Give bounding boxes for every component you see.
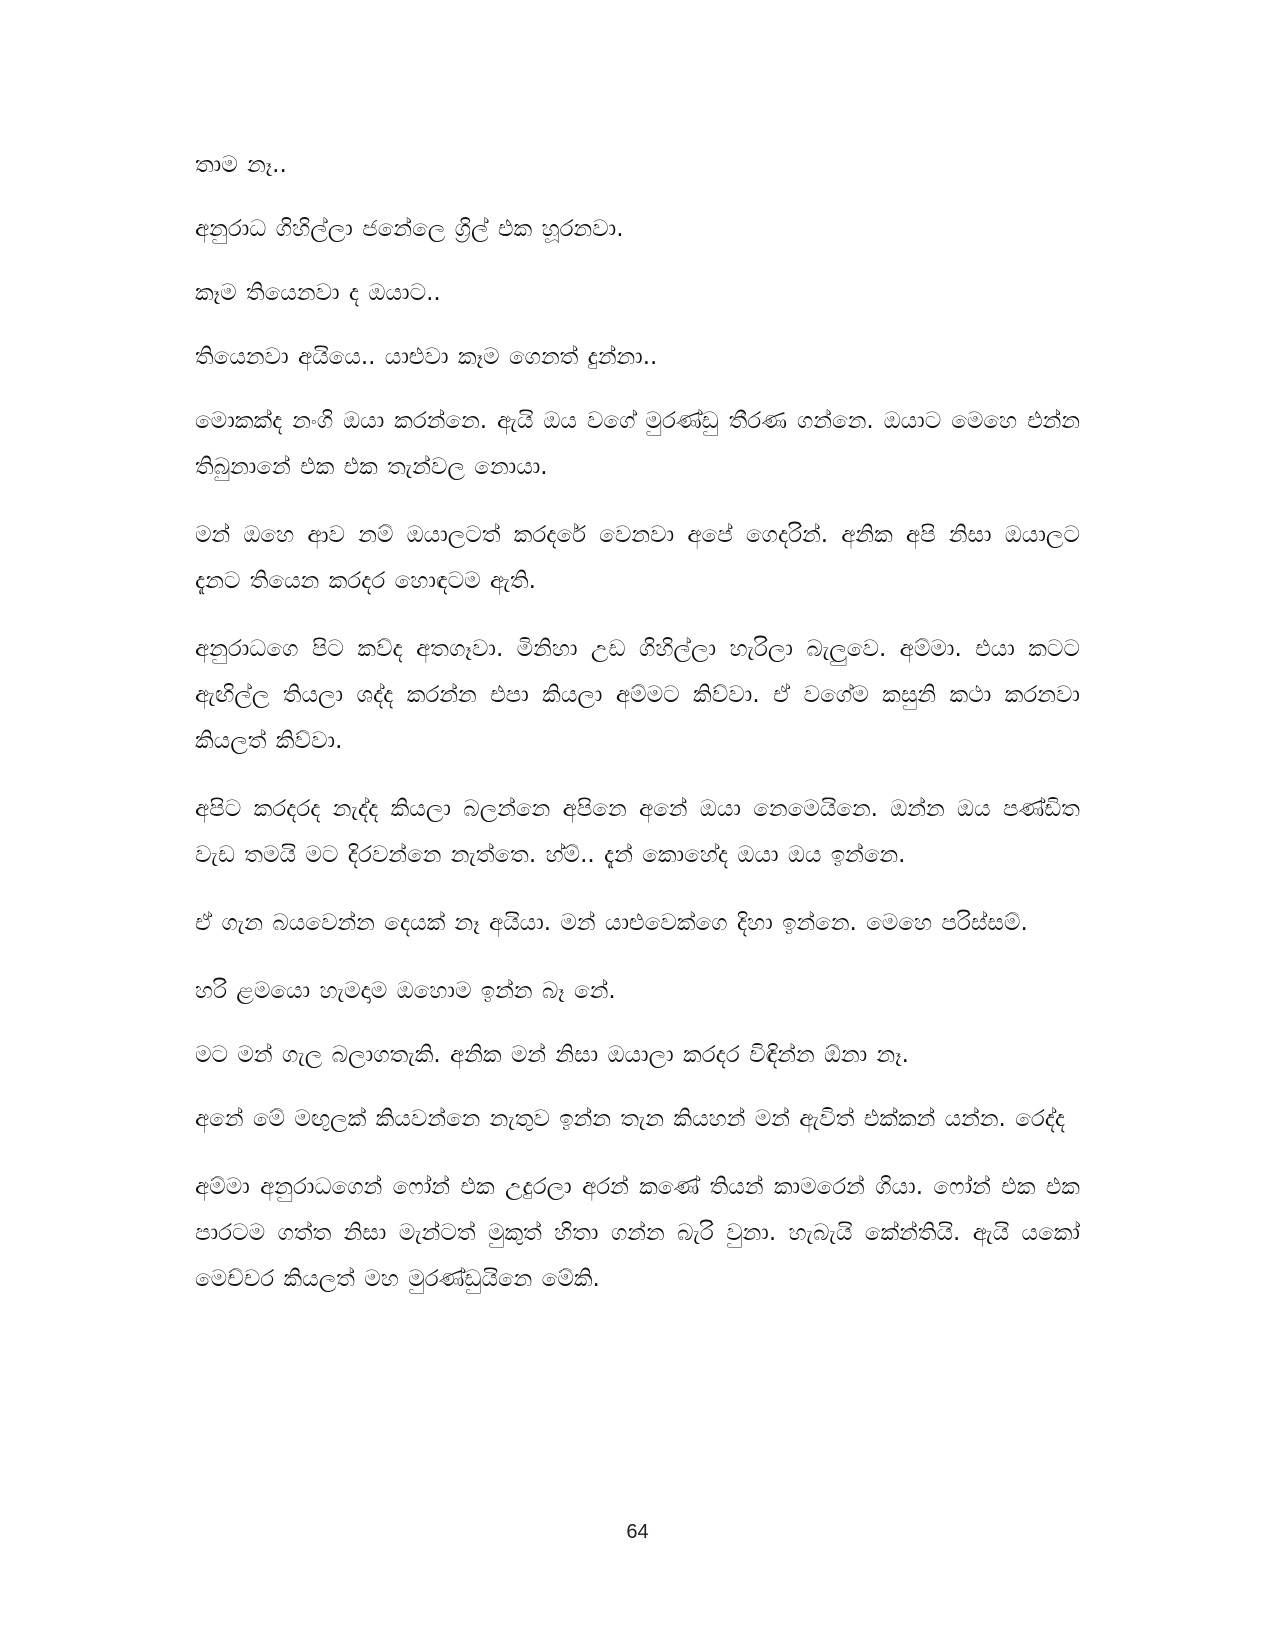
paragraph: තියෙනවා අයියෙ.. යාළුවා කෑම ගෙනත් දුන්නා..	[195, 344, 658, 370]
paragraph: අනේ මේ මඟුලක් කියවන්නෙ නැතුව ඉන්න තැන කියහන් මන් ඇවිත් එක්කන් යන්න. රෙද්ද	[195, 1106, 1066, 1132]
paragraph: තාම නෑ..	[195, 152, 287, 178]
paragraph: ඒ ගැන බයවෙන්න දෙයක් නෑ අයියා. මන් යාළුවෙක්ගෙ දිහා ඉන්නෙ. මෙහෙ පරිස්සම්.	[195, 910, 1028, 936]
paragraph: කෑම තියෙනවා ද ඔයාට..	[195, 280, 441, 306]
paragraph: මන් ඔහෙ ආව නම් ඔයාලටත් කරදරේ වෙනවා අපේ ගෙදරින්. අනික අපි නිසා ඔයාලට දැනට තියෙන කරදර හොඳටම ඇති.	[195, 522, 1080, 594]
paragraph: මට මන් ගැල බලාගතැකි. අනික මන් නිසා ඔයාලා කරදර විඳින්න ඕනා නෑ.	[195, 1042, 909, 1068]
paragraph: අපිට කරදරද නැද්ද කියලා බලන්නෙ අපිනෙ අනේ ඔයා නෙමෙයිනෙ. ඔන්න ඔය පණ්ඩිත වැඩ තමයි මට දිරවන්නෙ නැත්තෙ. හ්ම්.. දැන් කොහේද ඔයා ඔය ඉන්නෙ.	[195, 796, 1080, 868]
paragraph: අනුරාධ ගිහිල්ලා ජනේලෙ ග්‍රිල් එක හූරනවා.	[195, 216, 624, 242]
page-number: 64	[626, 1521, 649, 1543]
paragraph: අනුරාධගෙ පිට කව්ද අතගෑවා. මිනිහා උඩ ගිහිල්ලා හැරිලා බැලුවෙ. අම්මා. එයා කටට ඇඟිල්ල තියලා ශද්ද කරන්න එපා කියලා අම්මට කිව්වා. ඒ වගේම කසුනි කථා කරනවා කියලත් කිව්වා.	[195, 636, 1080, 754]
paragraph: මොකක්ද නංගි ඔයා කරන්නෙ. ඇයි ඔය වගේ මුරණ්ඩු තීරණ ගන්නෙ. ඔයාට මෙහෙ එන්න තිබුනානේ එක එක තැන්වල නොයා.	[195, 408, 1080, 480]
document-body	[195, 142, 1080, 1324]
paragraph: අම්මා අනුරාධගෙන් ෆෝන් එක උදුරලා අරන් කණේ තියන් කාමරෙන් ගියා. ෆෝන් එක එක පාරටම ගත්ත නිසා මැන්ටත් මුකුත් හිතා ගන්න බැරි වුනා. හැබැයි කේන්තියි. ඇයි යකෝ මෙච්චර කියලත් මහ මුරණ්ඩුයිනෙ මේකි.	[195, 1174, 1080, 1292]
paragraph: හරි ළමයො හැමදාම ඔහොම ඉන්න බෑ නේ.	[195, 978, 616, 1004]
